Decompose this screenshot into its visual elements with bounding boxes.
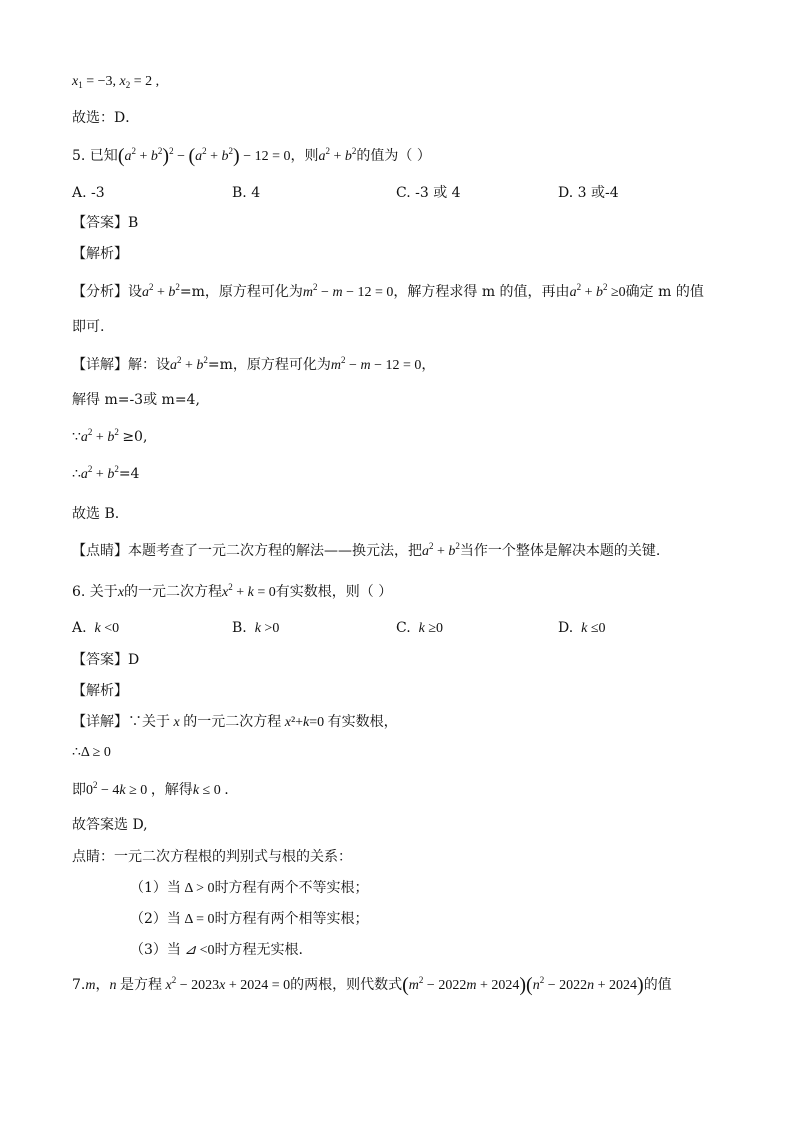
choose-b-line: 故选 B.: [72, 506, 120, 522]
question-7: 7.m，n 是方程 $x^2 - 2023x + 2024 = 0$的两根，则代数式$(m^2 - 2022m + 2024)(n^2 - 2022n + 2024)$的值: [72, 974, 672, 996]
analysis-5-heading: 【解析】: [72, 246, 128, 262]
q6-option-a: A. k <0: [72, 620, 120, 636]
because-line: $\because a^2 + b^2 \ge 0$,: [72, 427, 148, 445]
solve-line: 解得 m=-3或 m=4,: [72, 392, 200, 408]
question-5: 5. 已知$(a^2 + b^2)^2 - (a^2 + b^2) - 12 = 0$，则$a^2 + b^2$的值为（ ）: [72, 145, 431, 167]
q5-option-c: C. -3 或 4: [396, 185, 461, 201]
delta-line: ∴Δ ≥ 0: [72, 745, 111, 760]
case-3: （3）当 ⊿ <0时方程无实根.: [130, 942, 304, 958]
fenxi-line: 【分析】设$a^2 + b^2=m$，原方程可化为$m^2 - m - 12 = 0$，解方程求得 m 的值，再由$a^2 + b^2 \ge 0$确定 m 的值: [72, 282, 704, 300]
dianjing-line: 【点睛】本题考查了一元二次方程的解法——换元法，把$a^2 + b^2$当作一个整体是解决本题的关键.: [72, 541, 661, 559]
question-6: 6. 关于x的一元二次方程$x^2 + k = 0$有实数根，则（ ）: [72, 582, 393, 600]
choose-d-line: 故选：D．: [72, 110, 140, 126]
q6-option-c: C. k ≥0: [396, 620, 444, 636]
roots-line: $x_1 = -3$, $x_2 = 2$ ,: [72, 74, 160, 90]
q5-option-b: B. 4: [232, 185, 261, 201]
case-2: （2）当 Δ = 0时方程有两个相等实根；: [130, 911, 369, 927]
q5-option-a: A. -3: [72, 185, 105, 201]
answer-6: 【答案】D: [72, 652, 140, 668]
xiangjie-line: 【详解】解：设$a^2 + b^2=m$，原方程可化为$m^2 - m - 12 = 0$，: [72, 355, 436, 373]
answer-5: 【答案】B: [72, 215, 139, 231]
q5-option-d: D. 3 或-4: [558, 185, 619, 201]
ji-line: 即$0^2 - 4k \ge 0$ ，解得k ≤ 0 .: [72, 780, 229, 798]
case-1: （1）当 Δ > 0时方程有两个不等实根；: [130, 880, 369, 896]
q5-equation: $(a^2 + b^2)^2 - (a^2 + b^2) - 12 = 0$: [117, 145, 291, 167]
analysis-6-heading: 【解析】: [72, 683, 128, 699]
q6-option-d: D. k ≤0: [558, 620, 606, 636]
fenxi-line-2: 即可.: [72, 319, 105, 335]
xiangjie6-line: 【详解】∵关于 x 的一元二次方程 x²+k=0 有实数根，: [72, 714, 398, 730]
dianjing2-line: 点睛：一元二次方程根的判别式与根的关系：: [72, 849, 352, 865]
therefore-line: $\therefore a^2 + b^2=4$: [72, 464, 140, 482]
choose-d2-line: 故答案选 D,: [72, 817, 148, 833]
q6-option-b: B. k >0: [232, 620, 280, 636]
